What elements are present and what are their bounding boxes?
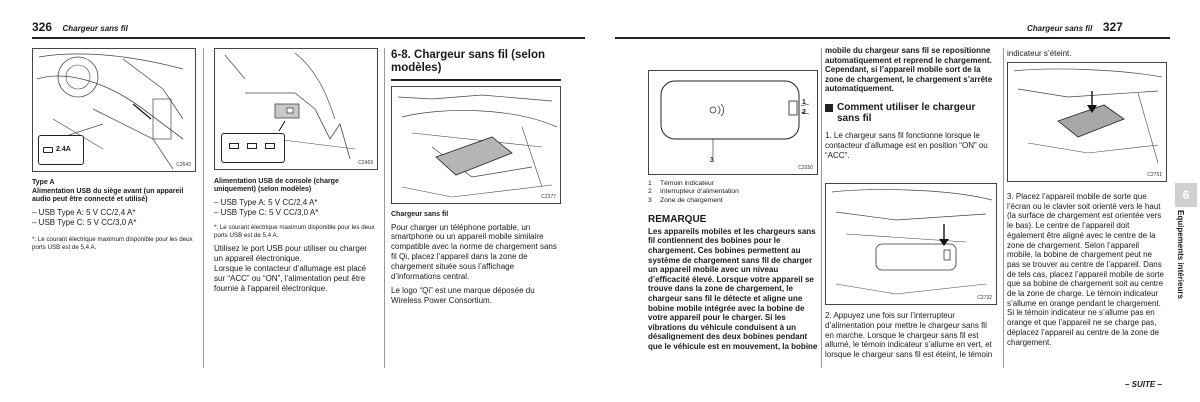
legend-item: 2 Interrupteur d’alimentation	[648, 188, 739, 196]
caption-body: Alimentation USB du siège avant (un appareil audio peut être connecté et utilisé)	[32, 187, 184, 203]
page-number-right: 327	[1102, 20, 1123, 34]
charger-diagram-drawing	[649, 71, 818, 175]
legend-item: 3 Zone de chargement	[648, 196, 723, 204]
right-col1-text	[648, 180, 818, 352]
column-divider	[203, 48, 204, 368]
paragraph: Pour charger un téléphone portable, un smartphone ou un appareil mobile similaire compatible avec la norme de chargement sans fil Qi, placez l’appareil dans la zone de chargement située sous l’affichage d’informations central.	[391, 222, 557, 281]
column-divider	[1003, 48, 1004, 368]
usb-port-icon	[43, 147, 53, 153]
step-1: 1. Le chargeur sans fil fonctionne lorsque le contacteur d’allumage est en position “ON” ou “ACC”.	[825, 130, 988, 160]
power-switch-drawing	[826, 184, 997, 305]
figure-front-usb	[32, 48, 196, 172]
figure-code: C2642	[176, 162, 191, 168]
left-header	[32, 18, 128, 36]
square-bullet-icon	[825, 104, 833, 112]
callout-number: 3	[710, 157, 714, 164]
continued-marker: – SUITE –	[1125, 380, 1162, 389]
list-item: – USB Type C: 5 V CC/3,0 A*	[32, 218, 137, 228]
list-item: – USB Type A: 5 V CC/2,4 A*	[214, 197, 318, 207]
caption-title: Type A	[32, 179, 55, 186]
chapter-side-label: Equipements intérieurs	[1176, 210, 1185, 299]
figure-code: C2250	[798, 165, 813, 171]
figure-code: C2463	[358, 160, 373, 166]
right-col3-text	[1007, 192, 1167, 347]
callout-number: 2	[802, 109, 806, 116]
section-rule	[391, 79, 561, 81]
figure-code: C2751	[1147, 172, 1162, 178]
right-col2-text-bottom	[825, 311, 997, 360]
callout-number: 1	[802, 99, 806, 106]
figure-console-usb	[214, 48, 378, 170]
usb-port-icon	[247, 143, 257, 149]
column-divider	[384, 48, 385, 368]
paragraph: Lorsque le contacteur d’allumage est placé sur “ACC” ou “ON”, l’alimentation peut être fournie à l’appareil électronique.	[214, 264, 367, 293]
wireless-charger-drawing	[392, 87, 561, 204]
col1-text	[32, 178, 196, 252]
right-col3-text-top	[1007, 49, 1167, 59]
column-divider	[821, 48, 822, 368]
step-2: 2. Appuyez une fois sur l’interrupteur d’alimentation pour mettre le chargeur sans fil en marche. Lorsque le chargeur sans fil est allumé, le témoin indicateur s’allume en vert, et lorsque le chargeur sans fil est éteint, le témoin	[825, 311, 993, 360]
paragraph: Le logo “Qi” est une marque déposée du Wireless Power Consortium.	[391, 286, 535, 306]
continued-text: indicateur s’éteint.	[1007, 49, 1072, 58]
figure-code: C2377	[541, 194, 556, 200]
right-header	[1027, 18, 1123, 36]
subsection-heading	[825, 102, 997, 125]
footnote: *: Le courant électrique maximum disponible pour les deux ports USB est de 5,4 A.	[32, 236, 193, 252]
remarque-text: Les appareils mobiles et les chargeurs sans fil contiennent des bobines pour le chargement. Ces bobines permettent au système de chargement sans fil de charger un appareil mobile avec un niveau d’efficacité élevé. Lorsque votre appareil se trouve dans la zone de chargement, le chargeur sans fil le détecte et aligne une bobine mobile intégrée avec la bobine de votre appareil pour le charger. Si les vibrations du véhicule conduisent à un désalignement des deux bobines pendant que le véhicule est en mouvement, la bobine	[648, 226, 818, 351]
col3-title-block	[391, 49, 561, 75]
chapter-tab: 6	[1175, 183, 1197, 207]
figure-charger-diagram	[648, 70, 818, 175]
header-rule-left	[32, 37, 585, 39]
page-number-left: 326	[32, 20, 53, 34]
footnote: *: Le courant électrique maximum disponible pour les deux ports USB est de 5,4 A.	[214, 223, 375, 239]
running-title-left: Chargeur sans fil	[62, 24, 128, 33]
header-rule-right	[615, 37, 1170, 39]
figure-power-switch	[825, 183, 997, 305]
running-title-right: Chargeur sans fil	[1027, 24, 1093, 33]
subsection-title: Comment utiliser le chargeur sans fil	[837, 101, 976, 125]
col2-text	[214, 178, 378, 293]
figure-code: C2732	[977, 295, 992, 301]
section-title: 6-8. Chargeur sans fil (selon modèles)	[391, 49, 546, 74]
col3-text	[391, 210, 561, 306]
continued-text: mobile du chargeur sans fil se repositionne automatiquement et reprend le chargement.	[825, 46, 992, 65]
usb-port-icon	[265, 143, 275, 149]
continued-text: Cependant, si l’appareil mobile sort de la zone de chargement, le chargement s’arrête automatiquement.	[825, 65, 993, 94]
usb-port-icon	[229, 143, 239, 149]
paragraph: Utilisez le port USB pour utiliser ou charger un appareil électronique.	[214, 244, 367, 264]
remarque-title: REMARQUE	[648, 214, 707, 226]
left-page	[0, 0, 585, 402]
figure-wireless-charger	[391, 86, 561, 204]
right-page	[615, 0, 1200, 402]
usb-callout-box	[221, 133, 285, 163]
usb-rating-label: 2.4A	[56, 146, 71, 153]
caption-title: Chargeur sans fil	[391, 211, 449, 218]
step-3: 3. Placez l’appareil mobile de sorte que l’écran ou le clavier soit orienté vers le haut (la surface de chargement est orientée vers le bas). Le centre de l’appareil doit également être aligné avec le centre de la zone de chargement. Selon l’appareil mobile, la bobine de chargement peut ne pas se trouver au centre de l’appareil. Dans de tels cas, placez l’appareil mobile de sorte que sa bobine de chargement soit au centre de la zone de charge. Le témoin indicateur s’allume en orange pendant le chargement. Si le témoin indicateur ne s’allume pas en orange et que l’appareil ne se charge pas, déplacez l’appareil au centre de la zone de chargement.	[1007, 192, 1164, 347]
list-item: – USB Type C: 5 V CC/3,0 A*	[214, 207, 319, 217]
list-item: – USB Type A: 5 V CC/2,4 A*	[32, 208, 136, 218]
usb-callout-box	[38, 135, 84, 165]
right-col2-text-top	[825, 46, 997, 160]
caption-body: Alimentation USB de console (charge uniquement) (selon modèles)	[214, 178, 339, 194]
figure-phone-placement	[1007, 62, 1167, 182]
phone-placement-drawing	[1008, 63, 1167, 182]
legend-item: 1 Témoin indicateur	[648, 180, 715, 187]
